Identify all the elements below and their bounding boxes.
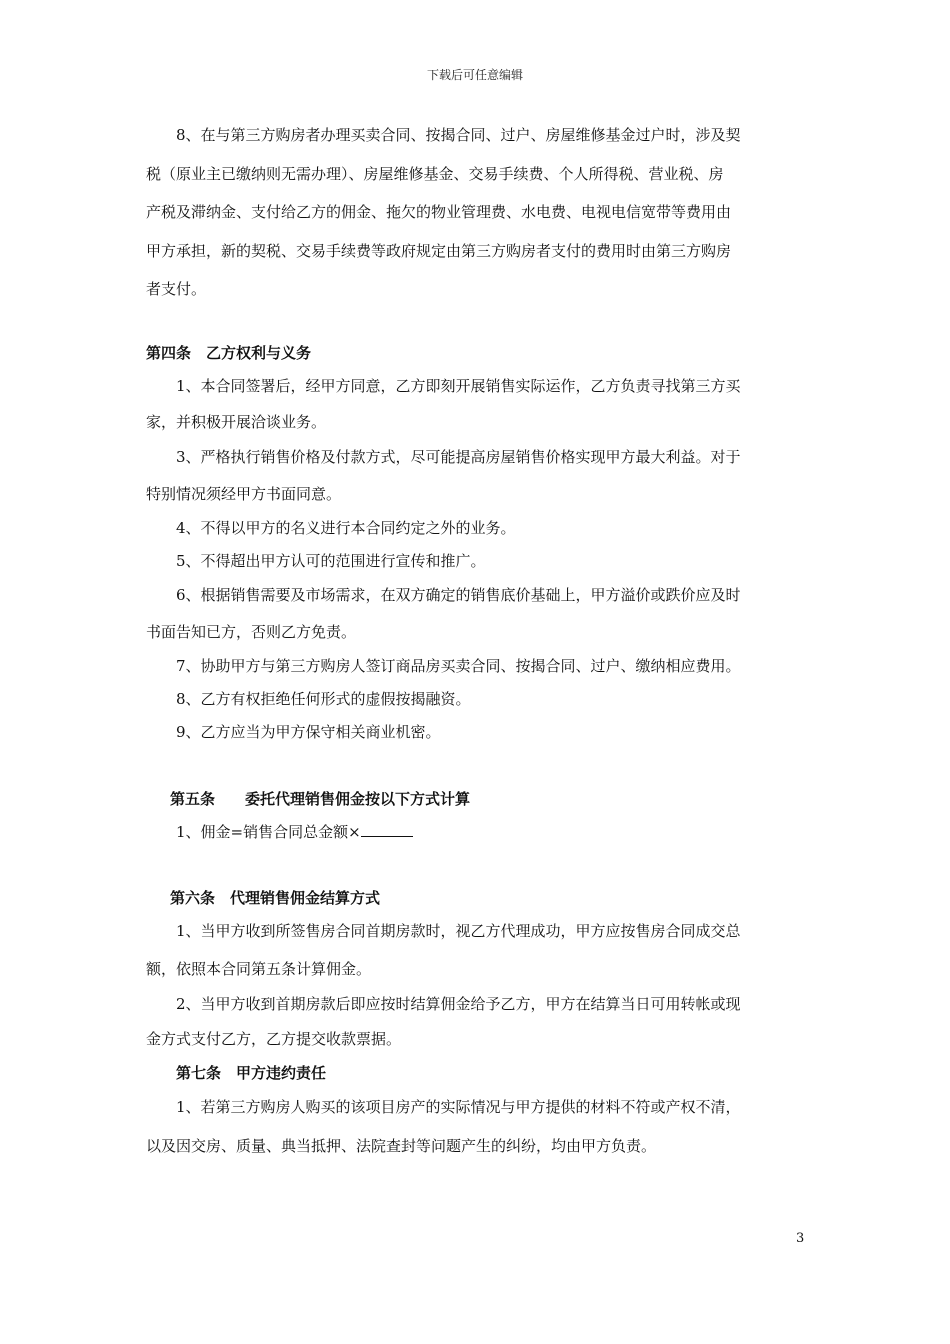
article7-line: 以及因交房、质量、典当抵押、法院查封等问题产生的纠纷，均由甲方负责。 — [146, 1137, 657, 1155]
article5-line — [176, 821, 413, 842]
article7-line: 1、若第三方购房人购买的该项目房产的实际情况与甲方提供的材料不符或产权不清， — [176, 1098, 741, 1116]
article5-text: 1、佣金=销售合同总金额× — [176, 823, 361, 841]
clause8-line: 甲方承担，新的契税、交易手续费等政府规定由第三方购房者支付的费用时由第三方购房 — [146, 242, 732, 260]
page-number: 3 — [796, 1231, 805, 1246]
article4-line: 6、根据销售需要及市场需求，在双方确定的销售底价基础上，甲方溢价或跌价应及时 — [176, 586, 741, 604]
clause8-line: 8、在与第三方购房者办理买卖合同、按揭合同、过户、房屋维修基金过户时，涉及契 — [176, 126, 741, 144]
blank-underline — [361, 823, 413, 837]
clause8-line: 税（原业主已缴纳则无需办理）、房屋维修基金、交易手续费、个人所得税、营业税、房 — [146, 165, 724, 183]
clause8-line: 者支付。 — [146, 280, 207, 298]
article7-heading: 第七条 甲方违约责任 — [176, 1064, 327, 1082]
clause8-line: 产税及滞纳金、支付给乙方的佣金、拖欠的物业管理费、水电费、电视电信宽带等费用由 — [146, 203, 732, 221]
article4-line: 7、协助甲方与第三方购房人签订商品房买卖合同、按揭合同、过户、缴纳相应费用。 — [176, 657, 741, 675]
article4-heading: 第四条 乙方权利与义务 — [146, 344, 312, 362]
article5-heading: 第五条 委托代理销售佣金按以下方式计算 — [170, 790, 471, 808]
article4-line: 3、严格执行销售价格及付款方式，尽可能提高房屋销售价格实现甲方最大利益。对于 — [176, 448, 741, 466]
article6-line: 额，依照本合同第五条计算佣金。 — [146, 960, 372, 978]
article4-line: 8、乙方有权拒绝任何形式的虚假按揭融资。 — [176, 690, 471, 708]
article4-line: 5、不得超出甲方认可的范围进行宣传和推广。 — [176, 552, 486, 570]
article4-line: 9、乙方应当为甲方保守相关商业机密。 — [176, 723, 441, 741]
article6-line: 2、当甲方收到首期房款后即应按时结算佣金给予乙方，甲方在结算当日可用转帐或现 — [176, 995, 741, 1013]
article4-line: 书面告知已方，否则乙方免责。 — [146, 623, 357, 641]
article4-line: 4、不得以甲方的名义进行本合同约定之外的业务。 — [176, 519, 516, 537]
article6-line: 金方式支付乙方，乙方提交收款票据。 — [146, 1030, 402, 1048]
article6-line: 1、当甲方收到所签售房合同首期房款时，视乙方代理成功，甲方应按售房合同成交总 — [176, 922, 741, 940]
article4-line: 特别情况须经甲方书面同意。 — [146, 485, 342, 503]
article4-line: 家，并积极开展洽谈业务。 — [146, 413, 327, 431]
article4-line: 1、本合同签署后，经甲方同意，乙方即刻开展销售实际运作，乙方负责寻找第三方买 — [176, 377, 741, 395]
page-header: 下载后可任意编辑 — [426, 68, 523, 82]
article6-heading: 第六条 代理销售佣金结算方式 — [170, 889, 381, 907]
